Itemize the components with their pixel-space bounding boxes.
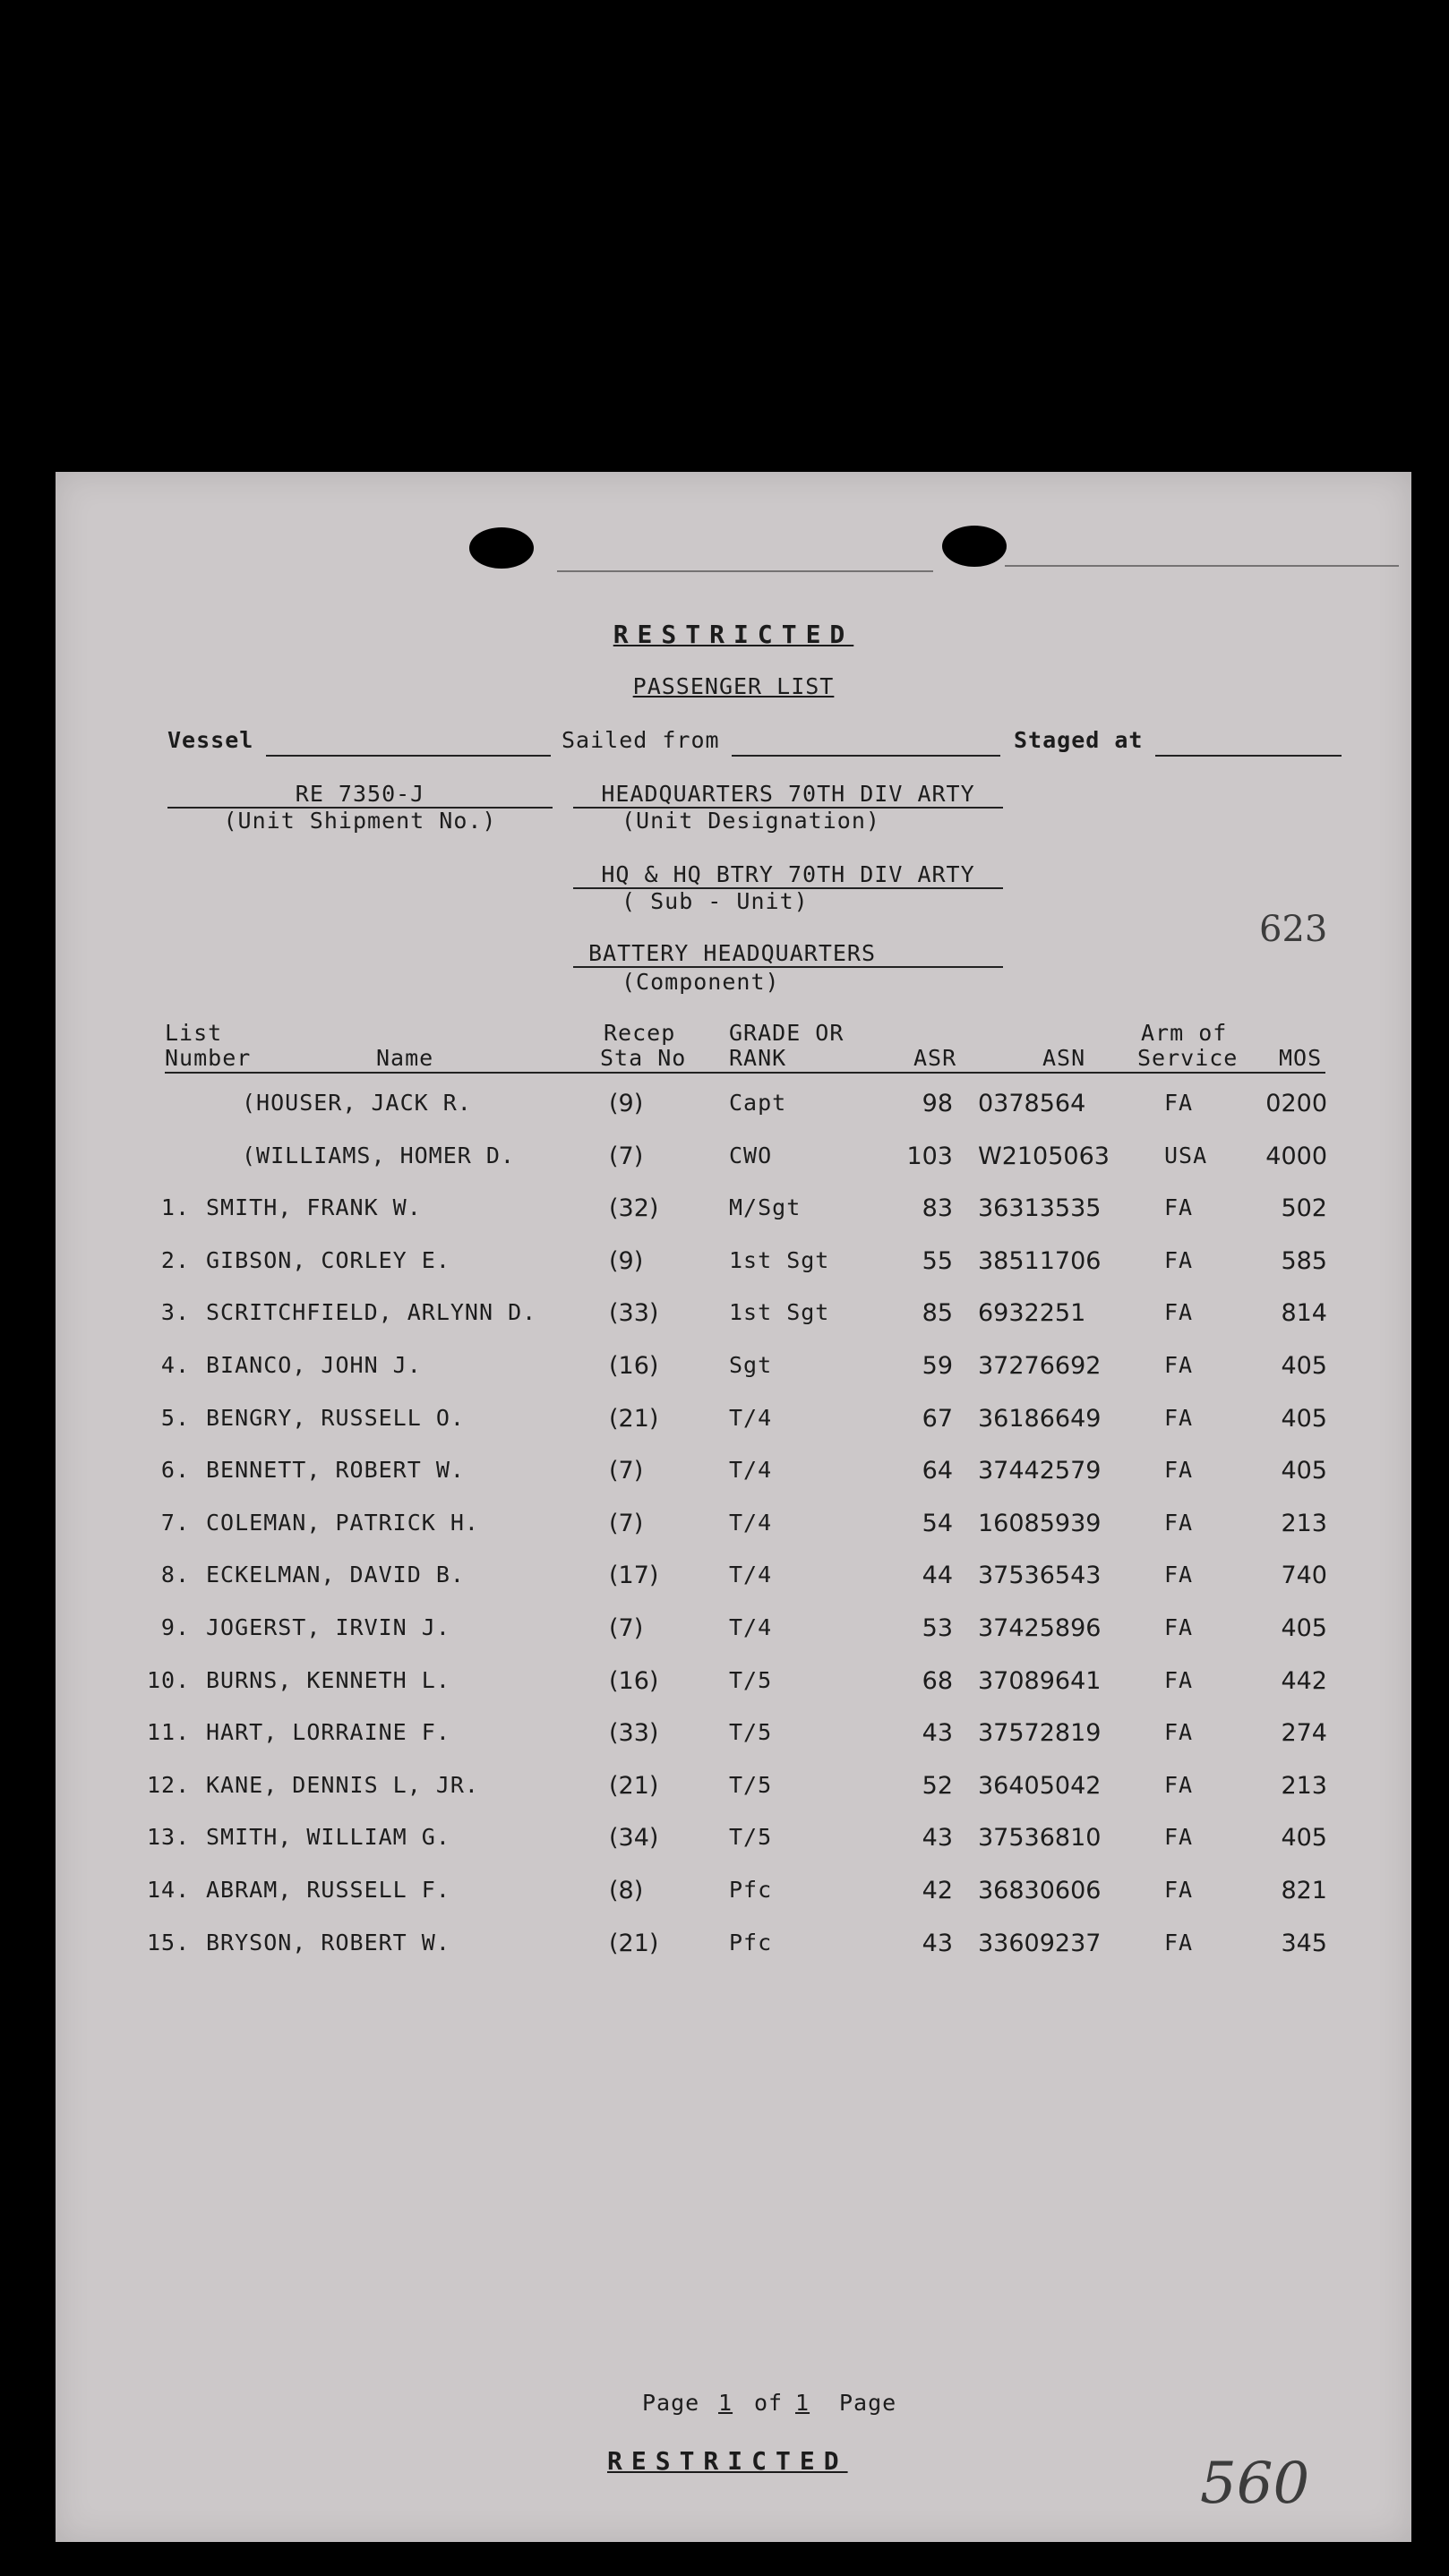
arm-of-service: USA	[1164, 1142, 1208, 1168]
component-caption: (Component)	[622, 969, 780, 995]
table-row	[56, 1510, 1411, 1562]
asn: 36186649	[978, 1404, 1102, 1433]
recep-sta-no: (16)	[609, 1352, 659, 1380]
recep-sta-no: (32)	[609, 1194, 659, 1223]
header-arm-of: Arm of	[1141, 1020, 1228, 1046]
mos: 4000	[1265, 1142, 1327, 1170]
recep-sta-no: (7)	[609, 1142, 644, 1170]
arm-of-service: FA	[1164, 1666, 1194, 1693]
margin-number: 623	[1259, 909, 1328, 950]
punch-hole-right	[942, 526, 1007, 567]
sub-unit: HQ & HQ BTRY 70TH DIV ARTY	[601, 861, 975, 887]
recep-sta-no: (33)	[609, 1299, 659, 1328]
arm-of-service: FA	[1164, 1929, 1194, 1956]
passenger-name: SMITH, WILLIAM G.	[206, 1824, 450, 1851]
table-row	[56, 1090, 1411, 1142]
list-number: 9.	[160, 1614, 190, 1640]
list-number: 4.	[160, 1352, 190, 1378]
page-label: Page	[642, 2390, 700, 2416]
asn: 36830606	[978, 1877, 1102, 1904]
recep-sta-no: (7)	[609, 1509, 644, 1537]
header-asn: ASN	[1042, 1045, 1086, 1071]
asr: 43	[922, 1719, 953, 1748]
vessel-field	[266, 755, 551, 757]
asr: 52	[922, 1771, 953, 1800]
arm-of-service: FA	[1164, 1194, 1194, 1221]
table-row	[56, 1299, 1411, 1351]
classification-footer: RESTRICTED	[607, 2446, 848, 2476]
table-row	[56, 1877, 1411, 1929]
passenger-name: BRYSON, ROBERT W.	[206, 1929, 450, 1956]
asn: 36405042	[978, 1771, 1102, 1800]
page-of: of	[754, 2390, 784, 2416]
recep-sta-no: (17)	[609, 1562, 659, 1590]
grade-rank: Pfc	[729, 1877, 773, 1903]
document-page	[56, 472, 1411, 2542]
staged-at-label: Staged at	[1014, 727, 1144, 753]
passenger-name: KANE, DENNIS L, JR.	[206, 1771, 479, 1798]
arm-of-service: FA	[1164, 1090, 1194, 1116]
arm-of-service: FA	[1164, 1562, 1194, 1588]
asr: 98	[922, 1090, 953, 1117]
grade-rank: CWO	[729, 1142, 773, 1168]
asr: 59	[922, 1352, 953, 1380]
header-rule	[165, 1072, 1325, 1074]
recep-sta-no: (34)	[609, 1824, 659, 1853]
passenger-name: HART, LORRAINE F.	[206, 1719, 450, 1746]
unit-designation: HEADQUARTERS 70TH DIV ARTY	[601, 781, 975, 807]
list-number: 13.	[147, 1824, 191, 1851]
table-row	[56, 1930, 1411, 1981]
asn: 37442579	[978, 1457, 1102, 1485]
mos: 585	[1281, 1246, 1327, 1275]
mos: 821	[1281, 1877, 1327, 1904]
asr: 83	[922, 1194, 953, 1223]
unit-shipment-caption: (Unit Shipment No.)	[223, 808, 497, 834]
mos: 213	[1281, 1771, 1327, 1800]
header-name: Name	[376, 1045, 434, 1071]
mos: 213	[1281, 1509, 1327, 1537]
passenger-name: ECKELMAN, DAVID B.	[206, 1562, 465, 1588]
list-number: 1.	[160, 1194, 190, 1221]
mos: 502	[1281, 1194, 1327, 1223]
table-row	[56, 1194, 1411, 1246]
classification-header: RESTRICTED	[613, 620, 854, 649]
asr: 85	[922, 1299, 953, 1328]
passenger-name: (HOUSER, JACK R.	[242, 1090, 472, 1116]
table-row	[56, 1824, 1411, 1876]
passenger-name: COLEMAN, PATRICK H.	[206, 1509, 479, 1536]
arm-of-service: FA	[1164, 1352, 1194, 1378]
asn: 38511706	[978, 1246, 1102, 1275]
table-row	[56, 1352, 1411, 1404]
mos: 274	[1281, 1719, 1327, 1748]
asr: 64	[922, 1457, 953, 1485]
unit-designation-caption: (Unit Designation)	[622, 808, 880, 834]
torn-edge	[1005, 565, 1399, 567]
arm-of-service: FA	[1164, 1824, 1194, 1851]
sailed-from-label: Sailed from	[562, 727, 720, 753]
asn: W2105063	[978, 1142, 1110, 1170]
recep-sta-no: (16)	[609, 1666, 659, 1695]
passenger-name: ABRAM, RUSSELL F.	[206, 1877, 450, 1903]
recep-sta-no: (7)	[609, 1457, 644, 1485]
asr: 43	[922, 1824, 953, 1853]
list-number: 6.	[160, 1457, 190, 1484]
grade-rank: T/5	[729, 1771, 773, 1798]
passenger-name: BIANCO, JOHN J.	[206, 1352, 422, 1378]
asn: 37425896	[978, 1614, 1102, 1642]
unit-shipment-number: RE 7350-J	[295, 781, 425, 807]
list-number: 11.	[147, 1719, 191, 1746]
list-number: 3.	[160, 1299, 190, 1326]
list-number: 14.	[147, 1877, 191, 1903]
arm-of-service: FA	[1164, 1771, 1194, 1798]
list-number: 15.	[147, 1929, 191, 1956]
table-row	[56, 1667, 1411, 1719]
passenger-name: BURNS, KENNETH L.	[206, 1666, 450, 1693]
header-grade: GRADE OR	[729, 1020, 845, 1046]
recep-sta-no: (33)	[609, 1719, 659, 1748]
recep-sta-no: (7)	[609, 1614, 644, 1642]
grade-rank: T/5	[729, 1719, 773, 1746]
header-rank: RANK	[729, 1045, 787, 1071]
table-row	[56, 1457, 1411, 1509]
mos: 442	[1281, 1666, 1327, 1695]
table-row	[56, 1562, 1411, 1613]
asn: 37276692	[978, 1352, 1102, 1380]
list-number: 5.	[160, 1404, 190, 1431]
sub-unit-caption: ( Sub - Unit)	[622, 888, 809, 914]
recep-sta-no: (8)	[609, 1877, 644, 1904]
mos: 405	[1281, 1614, 1327, 1642]
arm-of-service: FA	[1164, 1246, 1194, 1273]
arm-of-service: FA	[1164, 1299, 1194, 1326]
grade-rank: 1st Sgt	[729, 1246, 830, 1273]
mos: 405	[1281, 1824, 1327, 1853]
asn: 36313535	[978, 1194, 1102, 1223]
arm-of-service: FA	[1164, 1404, 1194, 1431]
list-number: 2.	[160, 1246, 190, 1273]
mos: 0200	[1265, 1090, 1327, 1117]
table-row	[56, 1719, 1411, 1771]
asr: 67	[922, 1404, 953, 1433]
passenger-name: JOGERST, IRVIN J.	[206, 1614, 450, 1640]
arm-of-service: FA	[1164, 1614, 1194, 1640]
mos: 405	[1281, 1457, 1327, 1485]
passenger-name: GIBSON, CORLEY E.	[206, 1246, 450, 1273]
header-service: Service	[1137, 1045, 1239, 1071]
passenger-name: BENNETT, ROBERT W.	[206, 1457, 465, 1484]
mos: 345	[1281, 1929, 1327, 1957]
asn: 6932251	[978, 1299, 1086, 1328]
grade-rank: T/4	[729, 1614, 773, 1640]
asn: 37572819	[978, 1719, 1102, 1748]
vessel-label: Vessel	[167, 727, 254, 753]
asr: 54	[922, 1509, 953, 1537]
header-mos: MOS	[1279, 1045, 1323, 1071]
asn: 37536810	[978, 1824, 1102, 1853]
grade-rank: T/4	[729, 1509, 773, 1536]
arm-of-service: FA	[1164, 1877, 1194, 1903]
table-row	[56, 1772, 1411, 1824]
passenger-name: (WILLIAMS, HOMER D.	[242, 1142, 515, 1168]
page-total: 1	[795, 2390, 810, 2416]
list-number: 7.	[160, 1509, 190, 1536]
asn: 0378564	[978, 1090, 1086, 1117]
grade-rank: M/Sgt	[729, 1194, 802, 1221]
arm-of-service: FA	[1164, 1719, 1194, 1746]
passenger-name: SMITH, FRANK W.	[206, 1194, 422, 1221]
asr: 55	[922, 1246, 953, 1275]
asr: 103	[906, 1142, 953, 1170]
page-number: 1	[718, 2390, 733, 2416]
table-row	[56, 1405, 1411, 1457]
passenger-name: SCRITCHFIELD, ARLYNN D.	[206, 1299, 537, 1326]
mos: 405	[1281, 1404, 1327, 1433]
grade-rank: T/4	[729, 1457, 773, 1484]
sailed-from-field	[732, 755, 1000, 757]
asn: 16085939	[978, 1509, 1102, 1537]
passenger-name: BENGRY, RUSSELL O.	[206, 1404, 465, 1431]
footer-handwritten-number: 560	[1200, 2451, 1310, 2517]
staged-at-field	[1155, 755, 1342, 757]
header-list: List	[165, 1020, 223, 1046]
asr: 43	[922, 1929, 953, 1957]
recep-sta-no: (21)	[609, 1771, 659, 1800]
table-row	[56, 1143, 1411, 1194]
arm-of-service: FA	[1164, 1457, 1194, 1484]
header-number: Number	[165, 1045, 252, 1071]
grade-rank: T/5	[729, 1666, 773, 1693]
table-row	[56, 1247, 1411, 1299]
arm-of-service: FA	[1164, 1509, 1194, 1536]
mos: 740	[1281, 1562, 1327, 1590]
asn: 37536543	[978, 1562, 1102, 1590]
asr: 44	[922, 1562, 953, 1590]
recep-sta-no: (9)	[609, 1246, 644, 1275]
asr: 68	[922, 1666, 953, 1695]
header-asr: ASR	[913, 1045, 957, 1071]
page-label-suffix: Page	[839, 2390, 897, 2416]
grade-rank: 1st Sgt	[729, 1299, 830, 1326]
torn-edge	[557, 570, 933, 572]
list-number: 12.	[147, 1771, 191, 1798]
asn: 33609237	[978, 1929, 1102, 1957]
recep-sta-no: (21)	[609, 1404, 659, 1433]
asn: 37089641	[978, 1666, 1102, 1695]
component: BATTERY HEADQUARTERS	[588, 940, 877, 966]
component-underline	[573, 966, 1003, 968]
table-row	[56, 1614, 1411, 1666]
mos: 405	[1281, 1352, 1327, 1380]
grade-rank: T/4	[729, 1404, 773, 1431]
grade-rank: Sgt	[729, 1352, 773, 1378]
recep-sta-no: (21)	[609, 1929, 659, 1957]
grade-rank: Capt	[729, 1090, 787, 1116]
asr: 53	[922, 1614, 953, 1642]
page-title: PASSENGER LIST	[632, 673, 835, 699]
punch-hole-left	[469, 527, 534, 569]
mos: 814	[1281, 1299, 1327, 1328]
list-number: 10.	[147, 1666, 191, 1693]
grade-rank: T/4	[729, 1562, 773, 1588]
asr: 42	[922, 1877, 953, 1904]
list-number: 8.	[160, 1562, 190, 1588]
header-sta-no: Sta No	[600, 1045, 687, 1071]
grade-rank: T/5	[729, 1824, 773, 1851]
grade-rank: Pfc	[729, 1929, 773, 1956]
header-recep: Recep	[604, 1020, 676, 1046]
recep-sta-no: (9)	[609, 1090, 644, 1117]
